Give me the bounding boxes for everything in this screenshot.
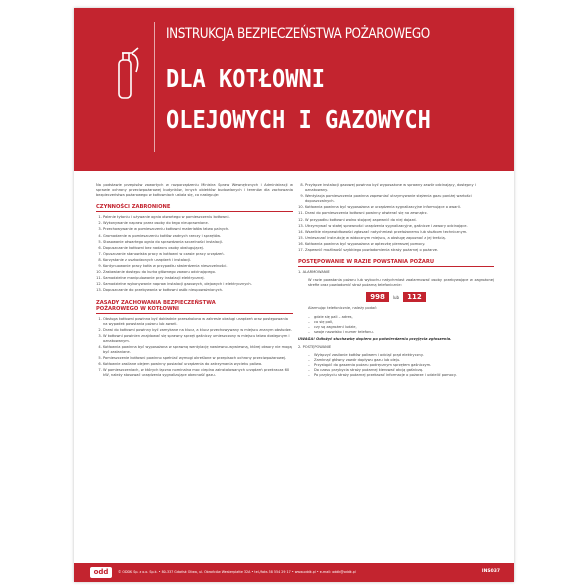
heading-rule: [96, 211, 293, 212]
report-item: – swoje nazwisko i numer telefonu.: [298, 330, 494, 335]
list-item: 3. W kotłowni powinien znajdować się sprawny sprzęt gaśniczy umieszczony w miejscu łatwo dostępnym i oznakowanym.: [103, 334, 293, 344]
list-item: 3. Przechowywanie w pomieszczeniu kotłowni materiałów łatwo palnych.: [103, 227, 293, 232]
right-column: [298, 183, 494, 379]
list-item: 5. Pomieszczenie kotłowni powinno spełniać wymogi określone w przepisach ochrony przeciwpożarowej.: [103, 356, 293, 361]
fire-extinguisher-icon: [108, 42, 144, 102]
report-lead: Alarmując telefonicznie, należy podać:: [308, 306, 378, 311]
list-item: 17. Zapewnić możliwość szybkiego powiadomienia straży pożarnej o pożarze.: [305, 248, 494, 253]
list-item: 6. Dopuszczanie kotłowni bez nadzoru osoby obsługującej.: [103, 246, 293, 251]
action-item: – Do czasu przybycia straży pożarnej kierować akcją gaśniczą.: [298, 368, 494, 373]
intro-paragraph: Na podstawie przepisów zawartych w rozporządzeniu Ministra Spraw Wewnętrznych i Administracji w sprawie ochrony przeciwpożarowej budynków, innych obiektów budowlanych i terenów dla zachowania bezpieczeństwa pożarowego w kotłowniach ustala się, co następuje:: [96, 183, 293, 198]
action-item: – Po przybyciu straży pożarnej przekazać informacje o pożarze i udzielić pomocy.: [298, 373, 494, 378]
emergency-numbers: [298, 292, 494, 302]
list-item: 4. Kotłownia powinna być wyposażona w sprawną wentylację nawiewno-wywiewną, której otwory nie mogą być zasłaniane.: [103, 345, 293, 355]
list-item: 13. Utrzymywać w stałej sprawności urządzenia sygnalizacyjne, gaśnicze i zawory odcinające.: [305, 224, 494, 229]
report-item: – gdzie się pali – adres,: [298, 315, 494, 320]
header-title-line2: OLEJOWYCH I GAZOWYCH: [166, 105, 431, 134]
phone-number-112: 112: [403, 292, 426, 302]
prohibited-heading: CZYNNOŚCI ZABRONIONE: [96, 204, 171, 211]
list-item: 5. Stosowanie otwartego ognia do sprawdzania szczelności instalacji.: [103, 240, 293, 245]
list-item: 2. Wykonywanie napraw przez osoby do tego nieuprawnione.: [103, 221, 293, 226]
list-item: 7. Opuszczanie stanowiska pracy w kotłowni w czasie pracy urządzeń.: [103, 252, 293, 257]
list-item: 16. Kotłownia powinna być wyposażona w apteczkę pierwszej pomocy.: [305, 242, 494, 247]
rules-heading: [96, 300, 293, 312]
list-item: 15. Umieszczać instrukcję w widocznym miejscu, a obsługę zapoznać z jej treścią.: [305, 236, 494, 241]
list-item: 12. Samodzielne wykonywanie napraw instalacji gazowych, olejowych i elektrycznych.: [103, 282, 293, 287]
list-item: 9. Wentylacja pomieszczenia powinna zapewniać utrzymywanie stężenia gazu poniżej wartości dopuszczalnych.: [305, 194, 494, 204]
action-item: – Przystąpić do gaszenia pożaru podręcznym sprzętem gaśniczym.: [298, 363, 494, 368]
list-item: 7. W pomieszczeniach, w których łączna nominalna moc cieplna zainstalowanych urządzeń przekracza 60 kW, należy stosować urządzenia sygnalizujące obecność gazu.: [103, 368, 293, 378]
rules-list-continued: [298, 183, 494, 253]
publisher-logo: odd: [90, 567, 112, 578]
rules-heading-line2: POŻAROWEGO W KOTŁOWNI: [96, 305, 179, 312]
list-item: 11. Samodzielne manipulowanie przy instalacji elektrycznej.: [103, 276, 293, 281]
action-item: – Wyłączyć zasilanie kotłów paliwem i odciąć prąd elektryczny.: [298, 353, 494, 358]
header-divider: [154, 22, 155, 152]
list-item: 8. Przyłącze instalacji gazowej powinno być wyposażone w sprawny zawór odcinający, dostępny i oznakowany.: [305, 183, 494, 193]
report-item: – co się pali,: [298, 320, 494, 325]
list-item: 4. Gromadzenie w pomieszczeniu kotłów zadnych rzeczy i sprzętów.: [103, 234, 293, 239]
list-item: 13. Dopuszczanie do przebywania w kotłowni osób nieupoważnionych.: [103, 288, 293, 293]
list-item: 1. Palenie tytoniu i używanie ognia otwartego w pomieszczeniu kotłowni.: [103, 215, 293, 220]
alarm-step-title: 1. ALARMOWANIE: [298, 270, 330, 275]
list-item: 9. Kontynuowanie pracy kotła w przypadku stwierdzenia nieszczelności.: [103, 264, 293, 269]
list-item: 1. Obsługa kotłowni powinna być dokładnie przeszkolona w zakresie obsługi urządzeń oraz postępowania na wypadek powstania pożaru lub awarii.: [103, 317, 293, 327]
list-item: 10. Zastawianie dostępu do kurka głównego zaworu odcinającego.: [103, 270, 293, 275]
phone-number-998: 998: [366, 292, 389, 302]
alarm-step-text: W razie powstania pożaru lub wybuchu natychmiast zaalarmować osoby przebywające w zagrożonej strefie oraz powiadomić straż pożarną telefonicznie:: [308, 278, 494, 288]
list-item: 6. Kotłownie zasilane olejem powinny posiadać urządzenia do zatrzymania wycieku paliwa.: [103, 362, 293, 367]
warning-note: UWAGA! Odłożyć słuchawkę dopiero po potwierdzeniu przyjęcia zgłoszenia.: [298, 336, 452, 341]
product-code: INS037: [481, 569, 500, 574]
list-item: 11. Drzwi do pomieszczenia kotłowni powinny otwierać się na zewnątrz.: [305, 211, 494, 216]
action-item: – Zamknąć główny zawór dopływu gazu lub oleju.: [298, 358, 494, 363]
action-step-title: 2. POSTĘPOWANIE: [298, 344, 332, 349]
instruction-sheet: [74, 8, 514, 582]
phone-or-label: lub: [392, 295, 400, 301]
footer-contact-text: © ODDK Sp. z o.o. Sp.k. • 80-337 Gdańsk Oliwa, ul. Obrońców Westerplatte 32A • tel./faks 58 554 29 17 • www.oddk.pl • e-mail: oddk@oddk.pl: [118, 570, 356, 574]
fire-procedure-heading: POSTĘPOWANIE W RAZIE POWSTANIA POŻARU: [298, 259, 435, 266]
list-item: 14. Wszelkie nieprawidłowości zgłaszać natychmiast przełożonemu lub służbom technicznym.: [305, 230, 494, 235]
heading-rule: [298, 266, 494, 267]
header-banner: [74, 8, 514, 171]
header-subtitle: INSTRUKCJA BEZPIECZEŃSTWA POŻAROWEGO: [166, 26, 430, 42]
heading-rule: [96, 313, 293, 314]
list-item: 2. Drzwi do kotłowni powinny być zamykane na klucz, a klucz przechowywany w miejscu znanym obsłudze.: [103, 328, 293, 333]
list-item: 12. W przypadku kotłowni wolno stojącej zapewnić do niej dojazd.: [305, 218, 494, 223]
prohibited-list: [96, 215, 293, 293]
header-title-line1: DLA KOTŁOWNI: [166, 64, 325, 93]
list-item: 8. Korzystanie z uszkodzonych urządzeń i instalacji.: [103, 258, 293, 263]
rules-heading-line1: ZASADY ZACHOWANIA BEZPIECZEŃSTWA: [96, 299, 216, 306]
rules-list: [96, 317, 293, 379]
footer-bar: [74, 563, 514, 582]
left-column: [96, 183, 293, 380]
list-item: 10. Kotłownia powinna być wyposażona w urządzenia sygnalizacyjne informujące o awarii.: [305, 205, 494, 210]
report-item: – czy są zagrożeni ludzie,: [298, 325, 494, 330]
